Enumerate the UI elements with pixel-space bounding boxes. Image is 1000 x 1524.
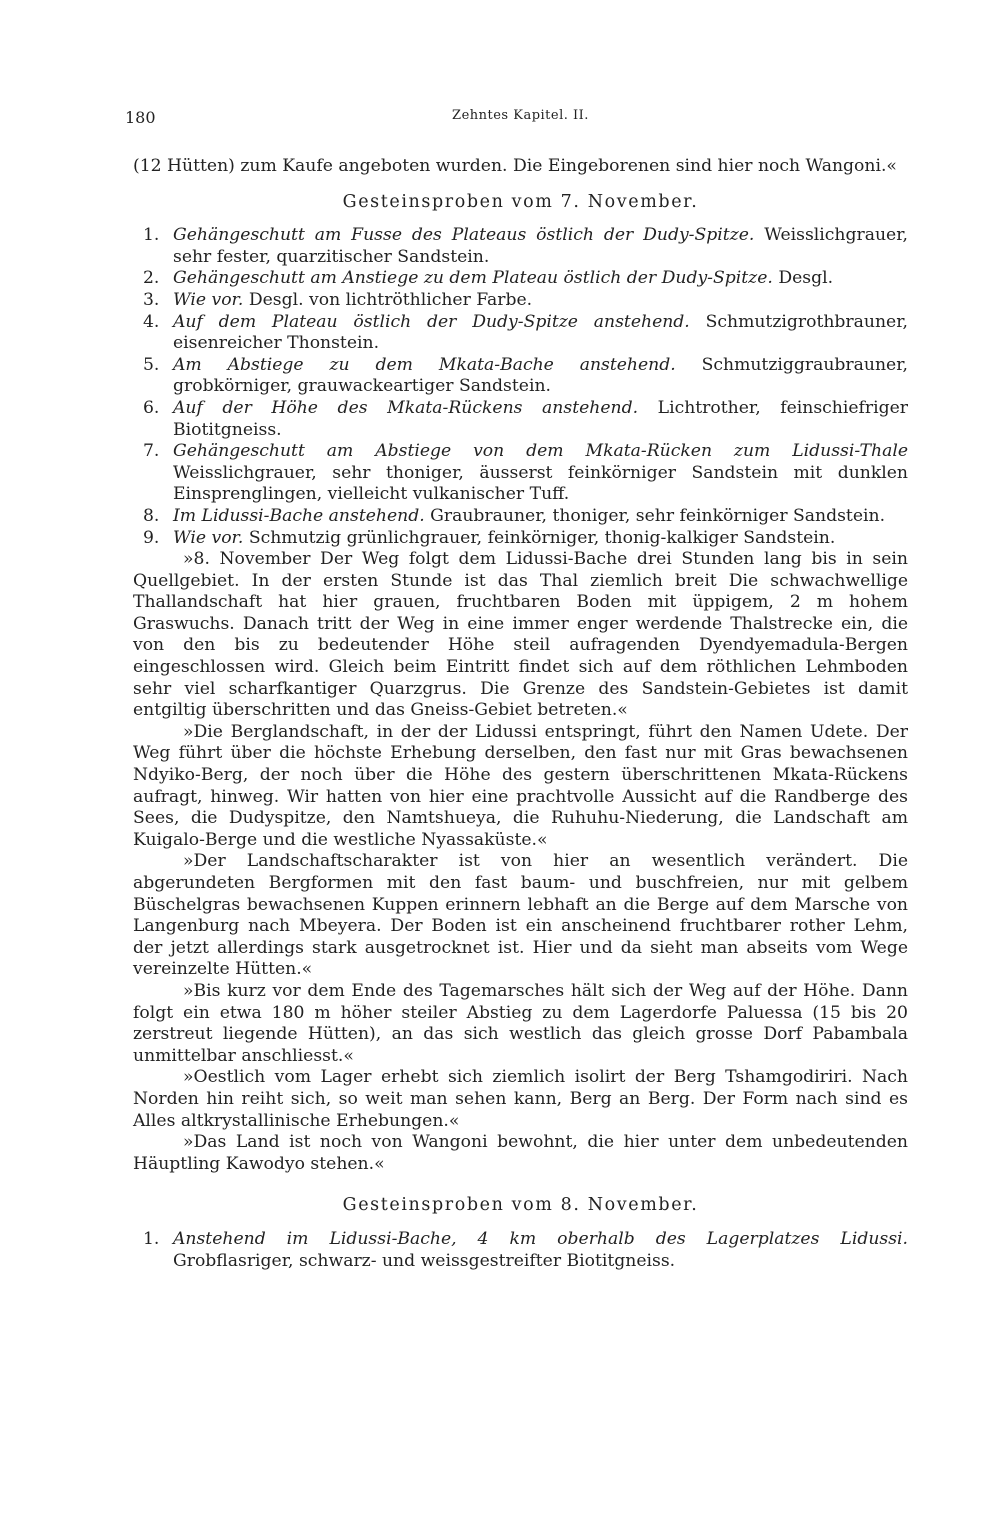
item-description: Graubrauner, thoniger, sehr feinkörniger Sandstein. bbox=[430, 505, 886, 526]
item-number: 9. bbox=[143, 527, 160, 548]
sample-item bbox=[133, 398, 908, 441]
item-description: Schmutzigrothbrauner, eisenreicher Thonstein. bbox=[173, 311, 908, 354]
item-number: 1. bbox=[143, 1228, 160, 1249]
item-number: 3. bbox=[143, 289, 160, 310]
item-number: 1. bbox=[143, 225, 160, 246]
item-location: Gehängeschutt am Anstiege zu dem Plateau östlich der Dudy-Spitze. bbox=[173, 268, 773, 289]
sample-item bbox=[133, 528, 908, 550]
item-location: Am Abstiege zu dem Mkata-Bache anstehend. bbox=[173, 354, 676, 375]
item-number: 7. bbox=[143, 441, 160, 462]
sample-item bbox=[133, 268, 908, 290]
page-number: 180 bbox=[125, 108, 156, 127]
item-number: 4. bbox=[143, 311, 160, 332]
item-location: Wie vor. bbox=[173, 289, 244, 310]
item-description: Schmutziggraubrauner, grobkörniger, grauwackeartiger Sandstein. bbox=[173, 354, 908, 397]
book-page bbox=[125, 108, 909, 1272]
item-location: Anstehend im Lidussi-Bache, 4 km oberhalb des Lagerplatzes Lidussi. bbox=[173, 1228, 908, 1249]
section-heading-nov-7: Gesteinsproben vom 7. November. bbox=[342, 191, 699, 212]
item-description: Desgl. bbox=[778, 268, 834, 289]
chapter-title: Zehntes Kapitel. II. bbox=[452, 108, 589, 123]
item-location: Gehängeschutt am Fusse des Plateaus östlich der Dudy-Spitze. bbox=[173, 225, 755, 246]
sample-item bbox=[133, 355, 908, 398]
item-number: 8. bbox=[143, 505, 160, 526]
item-number: 5. bbox=[143, 354, 160, 375]
item-location: Auf der Höhe des Mkata-Rückens anstehend. bbox=[173, 397, 639, 418]
opening-paragraph: (12 Hütten) zum Kaufe angeboten wurden. Die Eingeborenen sind hier noch Wangoni.« bbox=[133, 156, 897, 176]
item-location: Gehängeschutt am Abstiege von dem Mkata-Rücken zum Lidussi-Thale bbox=[173, 441, 908, 462]
item-description: Schmutzig grünlichgrauer, feinkörniger, thonig-kalkiger Sandstein. bbox=[248, 527, 836, 548]
paragraph-landscape: »Der Landschaftscharakter ist von hier an wesentlich verändert. Die abgerundeten Bergformen mit den fast baum- und buschfreien, nur mit gelbem Büschelgras bewachsenen Kuppen erinnern lebhaft an die Berge auf dem Marsche von Langenburg nach Mbeyera. Der Boden ist ein anscheinend fruchtbarer rother Lehm, der jetzt allerdings stark ausgetrocknet ist. Hier und da sieht man abseits vom Wege vereinzelte Hütten.« bbox=[133, 851, 908, 980]
item-description: Weisslichgrauer, sehr fester, quarzitischer Sandstein. bbox=[173, 225, 908, 267]
item-description: Desgl. von lichtröthlicher Farbe. bbox=[248, 289, 533, 310]
paragraph-tshamgodiriri: »Oestlich vom Lager erhebt sich ziemlich isolirt der Berg Tshamgodiriri. Nach Norden hin reiht sich, so weit man sehen kann, Berg an Berg. Der Form nach sind es Alles altkrystallinische Erhebungen.« bbox=[133, 1067, 908, 1131]
sample-item bbox=[133, 441, 908, 506]
item-number: 2. bbox=[143, 268, 160, 289]
sample-item bbox=[133, 225, 908, 268]
sample-list-nov-7 bbox=[133, 225, 908, 549]
item-location: Im Lidussi-Bache anstehend. bbox=[173, 505, 425, 526]
sample-item bbox=[133, 1229, 908, 1272]
paragraph-descent: »Bis kurz vor dem Ende des Tagemarsches hält sich der Weg auf der Höhe. Dann folgt ein etwa 180 m höher steiler Abstieg zu dem Lagerdorfe Paluessa (15 bis 20 zerstreut liegende Hütten), an das sich westlich das gleich grosse Dorf Pabambala unmittelbar anschliesst.« bbox=[133, 980, 908, 1066]
sample-item bbox=[133, 506, 908, 528]
item-location: Auf dem Plateau östlich der Dudy-Spitze anstehend. bbox=[173, 311, 690, 332]
paragraph-udete: »Die Berglandschaft, in der der Lidussi entspringt, führt den Namen Udete. Der Weg führt über die höchste Erhebung derselben, den fast nur mit Gras bewachsenen Ndyiko-Berg, der noch über die Höhe des gestern überschrittenen Mkata-Rückens aufragt, hinweg. Wir hatten von hier eine prachtvolle Aussicht auf die Randberge des Sees, die Dudyspitze, den Namtshueya, die Ruhuhu-Niederung, die Landschaft am Kuigalo-Berge und die westliche Nyassaküste.« bbox=[133, 721, 908, 850]
page-body bbox=[133, 156, 908, 1272]
item-description: Grobflasriger, schwarz- und weissgestreifter Biotitgneiss. bbox=[173, 1250, 676, 1271]
sample-item bbox=[133, 312, 908, 355]
paragraph-nov-8-route: »8. November Der Weg folgt dem Lidussi-Bache drei Stunden lang bis in sein Quellgebiet. In der ersten Stunde ist das Thal ziemlich breit Die schwachwellige Thallandschaft hat hier grauen, fruchtbaren Boden mit üppigem, 2 m hohem Graswuchs. Danach tritt der Weg in eine immer enger werdende Thalstrecke ein, die von den bis zu bedeutender Höhe steil aufragenden Dyendyemadula-Bergen eingeschlossen wird. Gleich beim Eintritt findet sich auf dem röthlichen Lehmboden sehr viel scharfkantiger Quarzgrus. Die Grenze des Sandstein-Gebietes ist damit entgiltig überschritten und das Gneiss-Gebiet betreten.« bbox=[133, 549, 908, 721]
paragraph-wangoni: »Das Land ist noch von Wangoni bewohnt, die hier unter dem unbedeutenden Häuptling Kawodyo stehen.« bbox=[133, 1132, 908, 1174]
item-location: Wie vor. bbox=[173, 527, 244, 548]
section-heading-nov-8: Gesteinsproben vom 8. November. bbox=[342, 1195, 699, 1216]
sample-item bbox=[133, 290, 908, 312]
item-description: Lichtrother, feinschiefriger Biotitgneiss. bbox=[173, 397, 909, 440]
running-head bbox=[125, 108, 908, 134]
sample-list-nov-8 bbox=[133, 1229, 908, 1272]
item-number: 6. bbox=[143, 397, 160, 418]
item-description: Weisslichgrauer, sehr thoniger, äusserst feinkörniger Sandstein mit dunklen Einsprenglingen, vielleicht vulkanischer Tuff. bbox=[173, 462, 908, 505]
